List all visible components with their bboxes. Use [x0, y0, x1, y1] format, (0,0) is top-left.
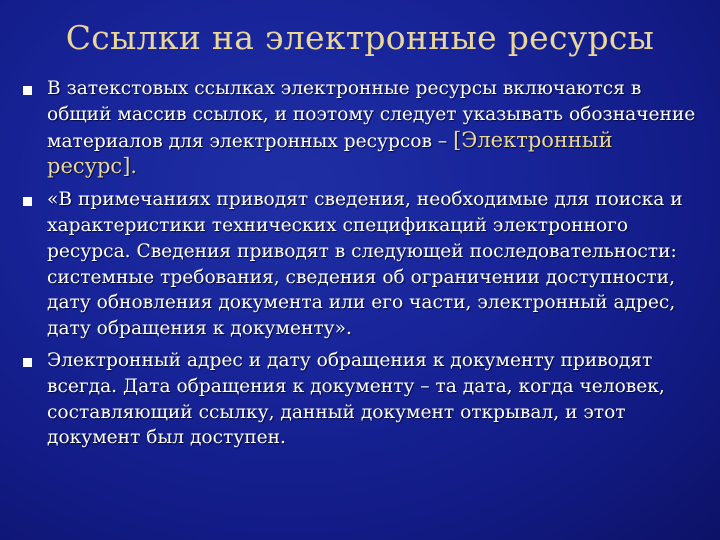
bullet-list [22, 76, 702, 457]
bullet-accent-text: [Электронный ресурс]. [47, 127, 613, 179]
square-bullet-icon [23, 358, 32, 367]
bullet-item-2 [22, 187, 702, 342]
bullet-item-1 [22, 76, 702, 181]
square-bullet-icon [23, 86, 32, 95]
square-bullet-icon [23, 197, 32, 206]
slide-title: Ссылки на электронные ресурсы [65, 18, 655, 57]
bullet-item-3 [22, 348, 702, 451]
bullet-text: В затекстовых ссылках электронные ресурсы включаются в общий массив ссылок, и поэтому следует указывать обозначение материалов для электронных ресурсов – [47, 78, 696, 152]
bullet-text: «В примечаниях приводят сведения, необходимые для поиска и характеристики технических спецификаций электронного ресурса. Сведения приводят в следующей последовательности: системные требования, сведения об ограничении доступности, дату обновления документа или его части, электронный адрес, дату обращения к документу». [47, 189, 683, 340]
bullet-text: Электронный адрес и дату обращения к документу приводят всегда. Дата обращения к документу – та дата, когда человек, составляющий ссылку, данный документ открывал, и этот документ был доступен. [47, 349, 665, 449]
